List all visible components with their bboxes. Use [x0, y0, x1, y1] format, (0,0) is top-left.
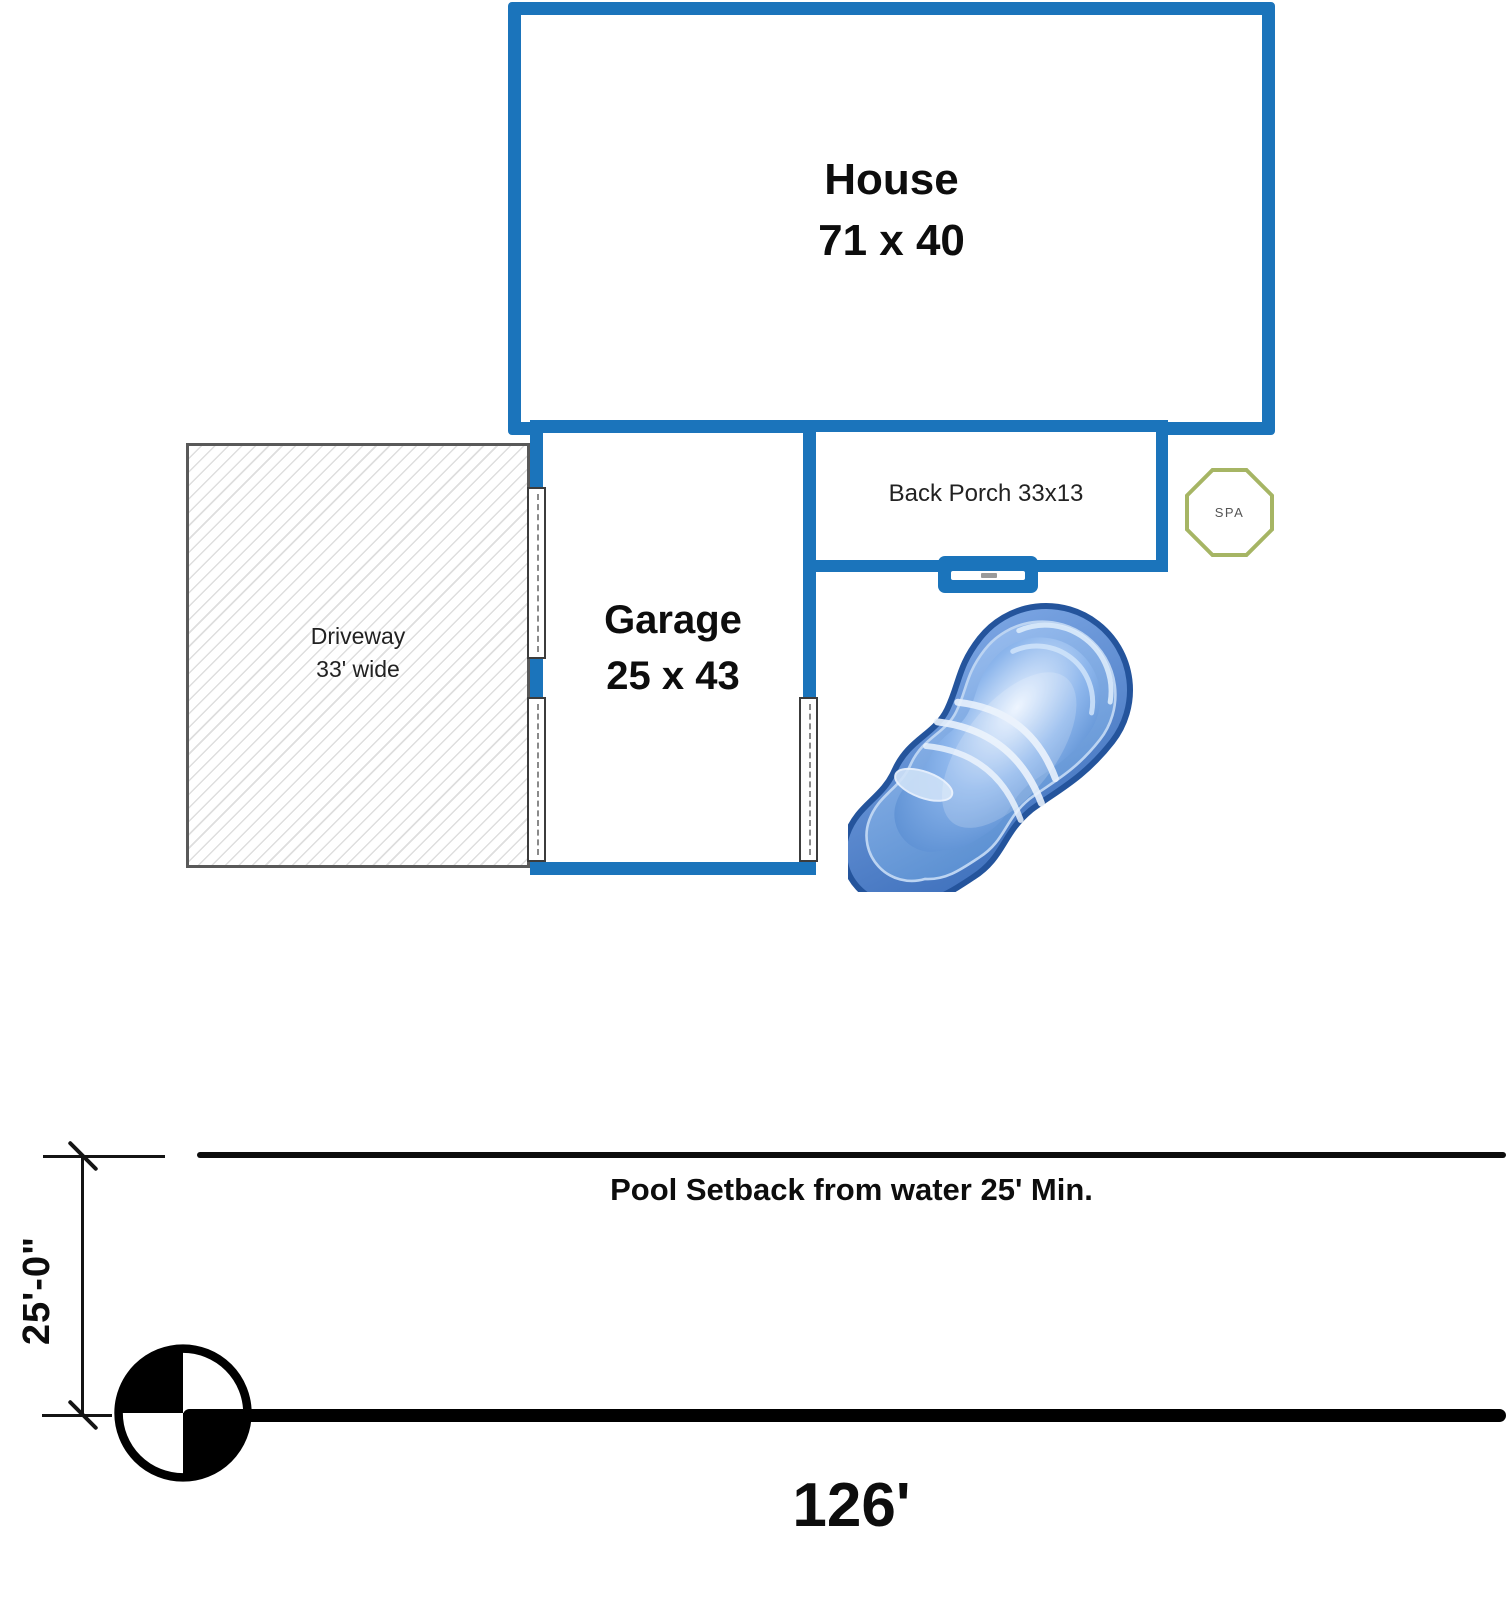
vertical-dimension-extension-bottom	[42, 1414, 112, 1417]
garage-label-block	[530, 592, 816, 704]
freeform-pool-icon	[848, 592, 1160, 892]
house-dimensions: 71 x 40	[818, 215, 965, 265]
vertical-dimension-line	[81, 1156, 84, 1416]
garage-dimensions: 25 x 43	[606, 654, 740, 698]
spa-octagon	[1185, 468, 1274, 557]
house-label-block	[508, 150, 1275, 271]
setback-label: Pool Setback from water 25' Min.	[610, 1172, 1093, 1207]
garage-door-opening-right	[799, 697, 818, 862]
driveway-label: Driveway	[310, 623, 406, 649]
garage-door-centerline	[537, 704, 539, 855]
garage-door-centerline	[809, 704, 811, 855]
vertical-dimension-extension-top	[43, 1155, 165, 1158]
garage-door-opening-left-2	[527, 697, 546, 862]
porch-step	[938, 556, 1038, 593]
setback-line	[197, 1152, 1506, 1158]
driveway-width-note: 33' wide	[316, 656, 400, 683]
garage-label: Garage	[604, 598, 742, 642]
property-line	[183, 1409, 1506, 1422]
porch-step-tread	[951, 571, 1025, 580]
spa-label: SPA	[1214, 505, 1245, 520]
vertical-dimension-label: 25'-0"	[16, 1236, 58, 1346]
house-label: House	[824, 155, 959, 204]
horizontal-dimension-label: 126'	[792, 1471, 911, 1540]
porch-step-mark	[981, 573, 997, 578]
driveway-label-block	[186, 620, 530, 687]
back-porch-label: Back Porch 33x13	[888, 480, 1084, 507]
